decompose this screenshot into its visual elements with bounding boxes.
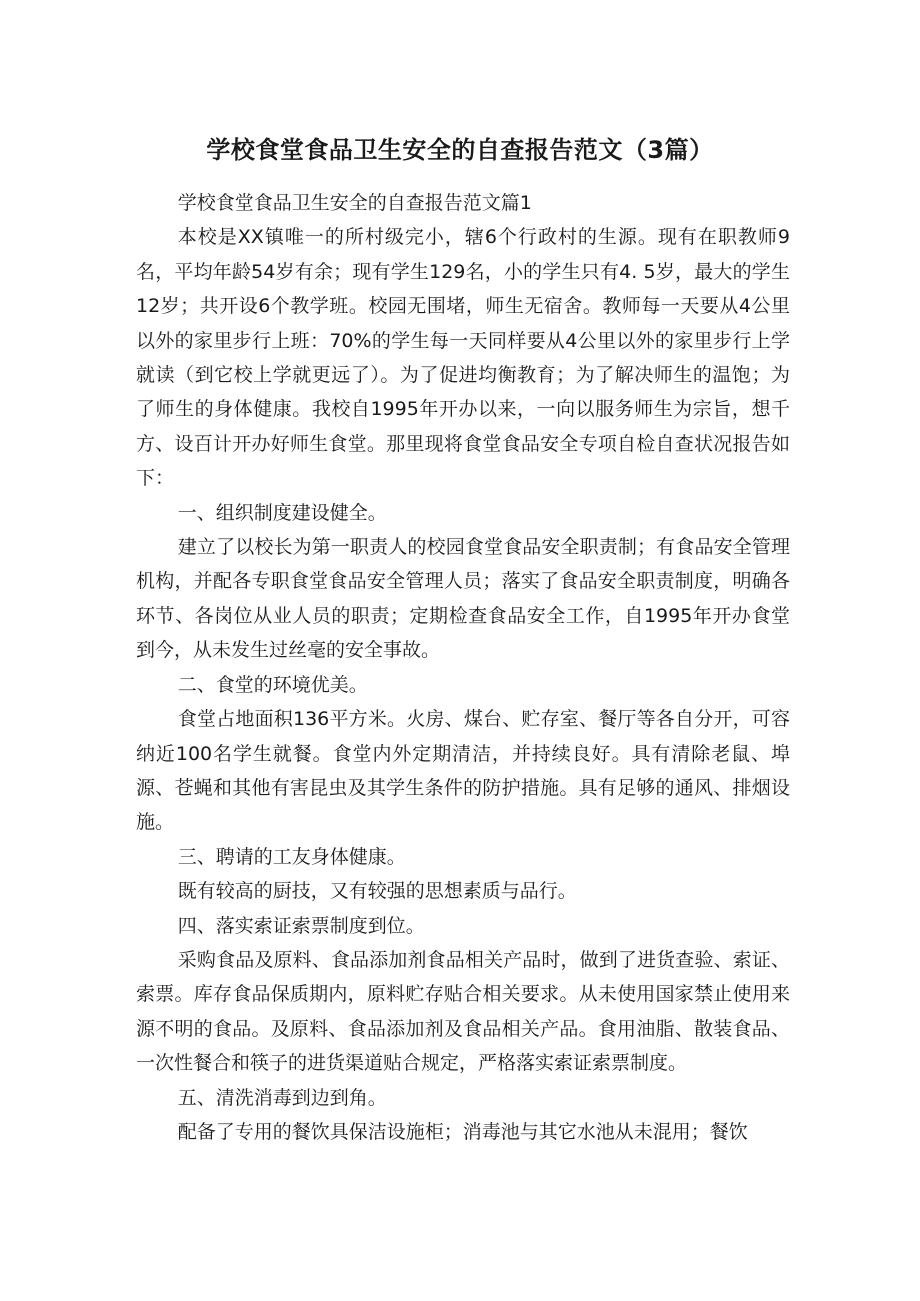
paragraph-disinfection: 配备了专用的餐饮具保洁设施柜；消毒池与其它水池从未混用；餐饮 xyxy=(177,1120,748,1143)
document-title: 学校食堂食品卫生安全的自查报告范文（3篇） xyxy=(206,136,714,165)
document-body xyxy=(136,186,790,1149)
section-heading-5: 五、清洗消毒到边到角。 xyxy=(177,1086,387,1109)
paragraph-environment: 食堂占地面积136平方米。火房、煤台、贮存室、餐厅等各自分开，可容纳近100名学生就餐。食堂内外定期清洁，并持续良好。具有清除老鼠、埠源、苍蝇和其他有害昆虫及其学生条件的防护措施。具有足够的通风、排烟设施。 xyxy=(136,708,790,834)
paragraph-intro: 本校是XX镇唯一的所村级完小，辖6个行政村的生源。现有在职教师9名，平均年龄54岁有余；现有学生129名，小的学生只有4. 5岁，最大的学生12岁；共开设6个教学班。校园无围堵，师生无宿舍。教师每一天要从4公里以外的家里步行上班：70%的学生每一天同样要从4公里以外的家里步行上学就读（到它校上学就更远了）。为了促进均衡教育；为了解决师生的温饱；为了师生的身体健康。我校自1995年开办以来，一向以服务师生为宗旨，想千方、设百计开办好师生食堂。那里现将食堂食品安全专项自检自查状况报告如下： xyxy=(136,226,790,490)
paragraph-procurement: 采购食品及原料、食品添加剂食品相关产品时，做到了进货查验、索证、索票。库存食品保质期内，原料贮存贴合相关要求。从未使用国家禁止使用来源不明的食品。及原料、食品添加剂及食品相关产品。食用油脂、散装食品、一次性餐合和筷子的进货渠道贴合规定，严格落实索证索票制度。 xyxy=(136,948,790,1075)
section-heading-2: 二、食堂的环境优美。 xyxy=(177,673,368,696)
section-heading-1: 一、组织制度建设健全。 xyxy=(177,501,387,524)
section-heading-article-1: 学校食堂食品卫生安全的自查报告范文篇1 xyxy=(177,192,532,214)
paragraph-staff: 既有较高的厨技，又有较强的思想素质与品行。 xyxy=(177,880,577,903)
paragraph-organization: 建立了以校长为第一职责人的校园食堂食品安全职责制；有食品安全管理机构，并配各专职食堂食品安全管理人员；落实了食品安全职责制度，明确各环节、各岗位从业人员的职责；定期检查食品安全工作，自1995年开办食堂到今，从未发生过丝毫的安全事故。 xyxy=(136,536,790,662)
section-heading-4: 四、落实索证索票制度到位。 xyxy=(177,914,425,937)
section-heading-3: 三、聘请的工友身体健康。 xyxy=(177,845,406,868)
